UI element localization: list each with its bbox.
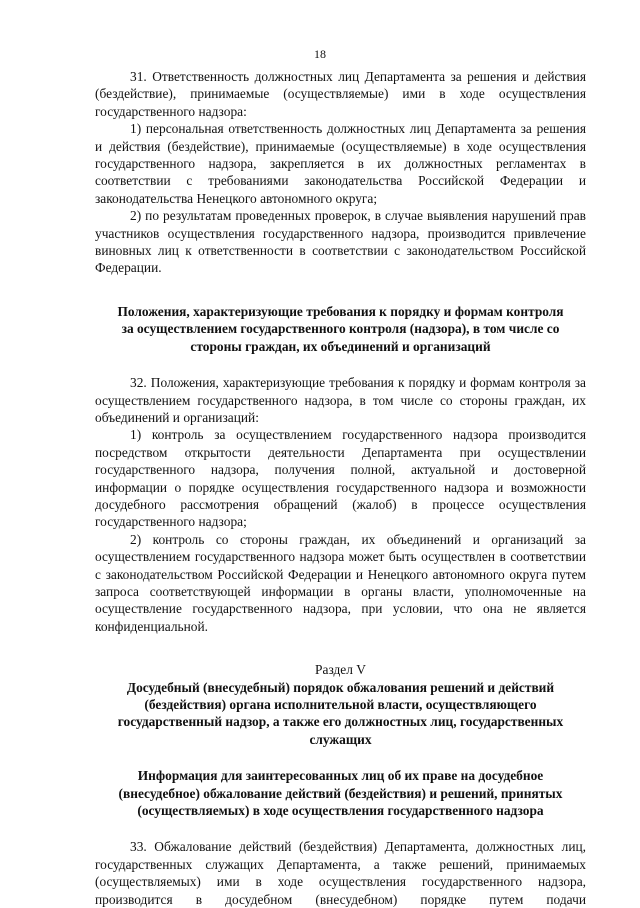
spacer [95, 277, 586, 303]
page-number: 18 [314, 47, 326, 61]
spacer [95, 355, 586, 374]
heading-appeal-information: Информация для заинтересованных лиц об их праве на досудебное (внесудебное) обжалование действий (бездействия) и решений, принятых (осуществляемых) в ходе осуществления государственного надзора [118, 768, 563, 819]
paragraph-32: 32. Положения, характеризующие требования к порядку и формам контроля за осуществлением государственного надзора, в том числе со стороны граждан, их объединений и организаций: [95, 375, 586, 425]
document-body [95, 68, 586, 908]
spacer [95, 635, 586, 661]
paragraph-31-item-2: 2) по результатам проведенных проверок, в случае выявления нарушений прав участников осуществления государственного надзора, производится привлечение виновных лиц к ответственности в соответствии с законодательством Российской Федерации. [95, 208, 586, 276]
heading-control-requirements: Положения, характеризующие требования к порядку и формам контроля за осуществлением государственного контроля (надзора), в том числе со стороны граждан, их объединений и организаций [117, 303, 564, 354]
spacer [95, 819, 586, 838]
paragraph-31: 31. Ответственность должностных лиц Департамента за решения и действия (бездействие), принимаемые (осуществляемые) ими в ходе осуществления государственного надзора: [95, 69, 586, 119]
paragraph-33: 33. Обжалование действий (бездействия) Департамента, должностных лиц, государственных служащих Департамента, а также решений, принимаемых (осуществляемых) ими в ходе осуществления государственного надзора, производится в досудебном (внесудебном) порядке путем подачи [95, 839, 586, 907]
spacer [95, 748, 586, 767]
paragraph-32-item-1: 1) контроль за осуществлением государственного надзора производится посредством открытости деятельности Департамента при осуществлении государственного надзора, получения полной, актуальной и достоверной информации о порядке осуществления государственного надзора и возможности досудебного рассмотрения обращений (жалоб) в процессе осуществления государственного надзора; [95, 427, 586, 530]
paragraph-32-item-2: 2) контроль со стороны граждан, их объединений и организаций за осуществлением государственного надзора может быть осуществлен в соответствии с законодательством Российской Федерации и Ненецкого автономного округа путем запроса соответствующей информации в органы власти, уполномоченные на осуществление государственного надзора, при условии, что она не является конфиденциальной. [95, 531, 586, 634]
section-label: Раздел V [315, 662, 366, 678]
section-title: Досудебный (внесудебный) порядок обжалования решений и действий (бездействия) органа исполнительной власти, осуществляющего государственный надзор, а также его должностных лиц, государственных служащих [117, 679, 564, 747]
paragraph-31-item-1: 1) персональная ответственность должностных лиц Департамента за решения и действия (бездействие), принимаемые (осуществляемые) в ходе осуществления государственного надзора, закрепляется в их должностных регламентах в соответствии с требованиями законодательства Российской Федерации и законодательства Ненецкого автономного округа; [95, 121, 586, 206]
